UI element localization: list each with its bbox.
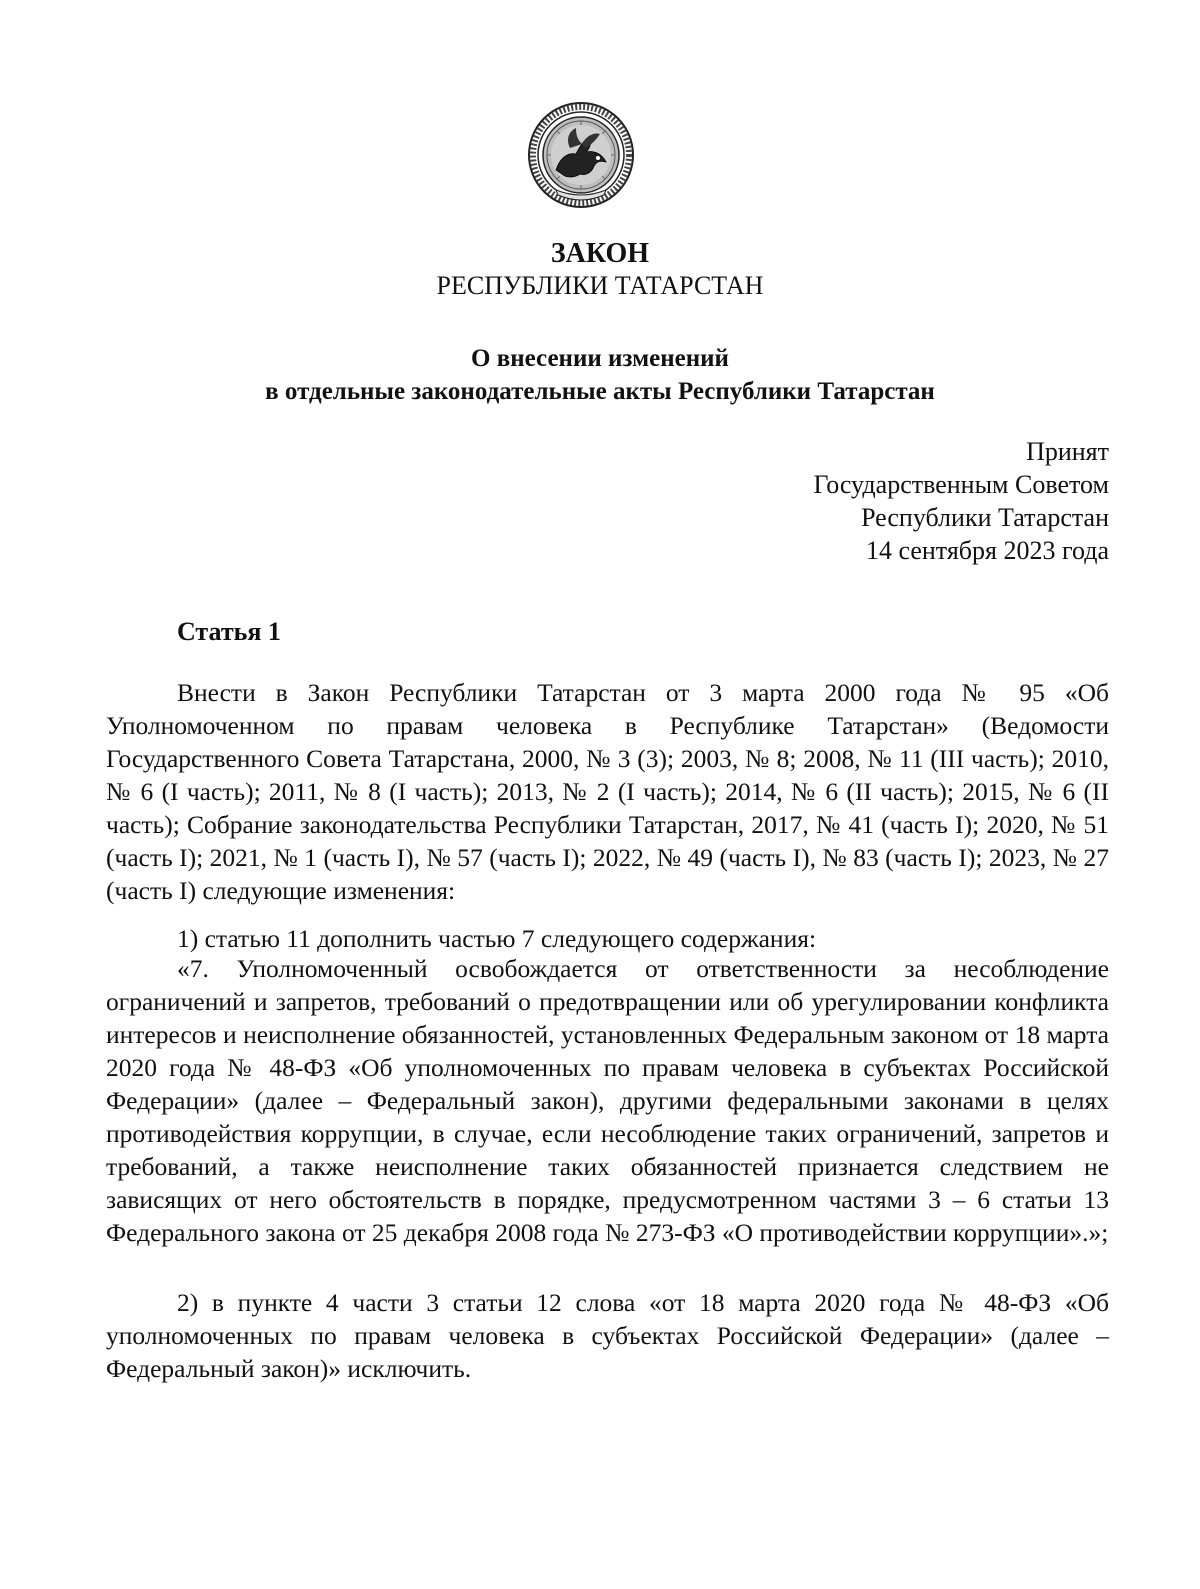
article-heading: Статья 1 <box>177 617 281 646</box>
adoption-date: 14 сентября 2023 года <box>865 536 1109 565</box>
item1-text-paragraph: «7. Уполномоченный освобождается от ответственности за несоблюдение ограничений и запретов, требований о предотвращении или об урегулировании конфликта интересов и неисполнение обязанностей, установленных Федеральным законом от 18 марта 2020 года № 48-ФЗ «Об уполномоченных по правам человека в субъектах Российской Федерации» (далее – Федеральный закон), другими федеральными законами в целях противодействия коррупции, в случае, если несоблюдение таких ограничений, запретов и требований, а также неисполнение таких обязанностей признается следствием не зависящих от него обстоятельств в порядке, предусмотренном частями 3 – 6 статьи 13 Федерального закона от 25 декабря 2008 года № 273-ФЗ «О противодействии коррупции».»; <box>106 954 1109 1247</box>
item2-text-paragraph: 2) в пункте 4 части 3 статьи 12 слова «от 18 марта 2020 года № 48-ФЗ «Об уполномоченных по правам человека в субъектах Российской Федерации» (далее – Федеральный закон)» исключить. <box>106 1288 1109 1383</box>
law-subject-line2: в отдельные законодательные акты Республики Татарстан <box>265 378 935 405</box>
law-subject-line1: О внесении изменений <box>471 345 729 372</box>
adoption-line2: Государственным Советом <box>813 470 1109 499</box>
law-subject <box>0 342 1200 408</box>
adoption-line3: Республики Татарстан <box>861 503 1109 532</box>
adoption-line1: Принят <box>1026 437 1109 466</box>
law-republic: РЕСПУБЛИКИ ТАТАРСТАН <box>436 271 764 300</box>
tatarstan-coat-of-arms-icon <box>526 100 636 210</box>
adoption-block <box>813 435 1109 567</box>
item1-lead-paragraph: 1) статью 11 дополнить частью 7 следующего содержания: <box>177 924 817 953</box>
article-intro-paragraph: Внести в Закон Республики Татарстан от 3 марта 2000 года № 95 «Об Уполномоченном по правам человека в Республике Татарстан» (Ведомости Государственного Совета Татарстана, 2000, № 3 (3); 2003, № 8; 2008, № 11 (III часть); 2010, № 6 (I часть); 2011, № 8 (I часть); 2013, № 2 (I часть); 2014, № 6 (II часть); 2015, № 6 (II часть); Собрание законодательства Республики Татарстан, 2017, № 41 (часть I); 2020, № 51 (часть I); 2021, № 1 (часть I), № 57 (часть I); 2022, № 49 (часть I), № 83 (часть I); 2023, № 27 (часть I) следующие изменения: <box>106 678 1109 905</box>
law-title: ЗАКОН <box>550 238 650 269</box>
